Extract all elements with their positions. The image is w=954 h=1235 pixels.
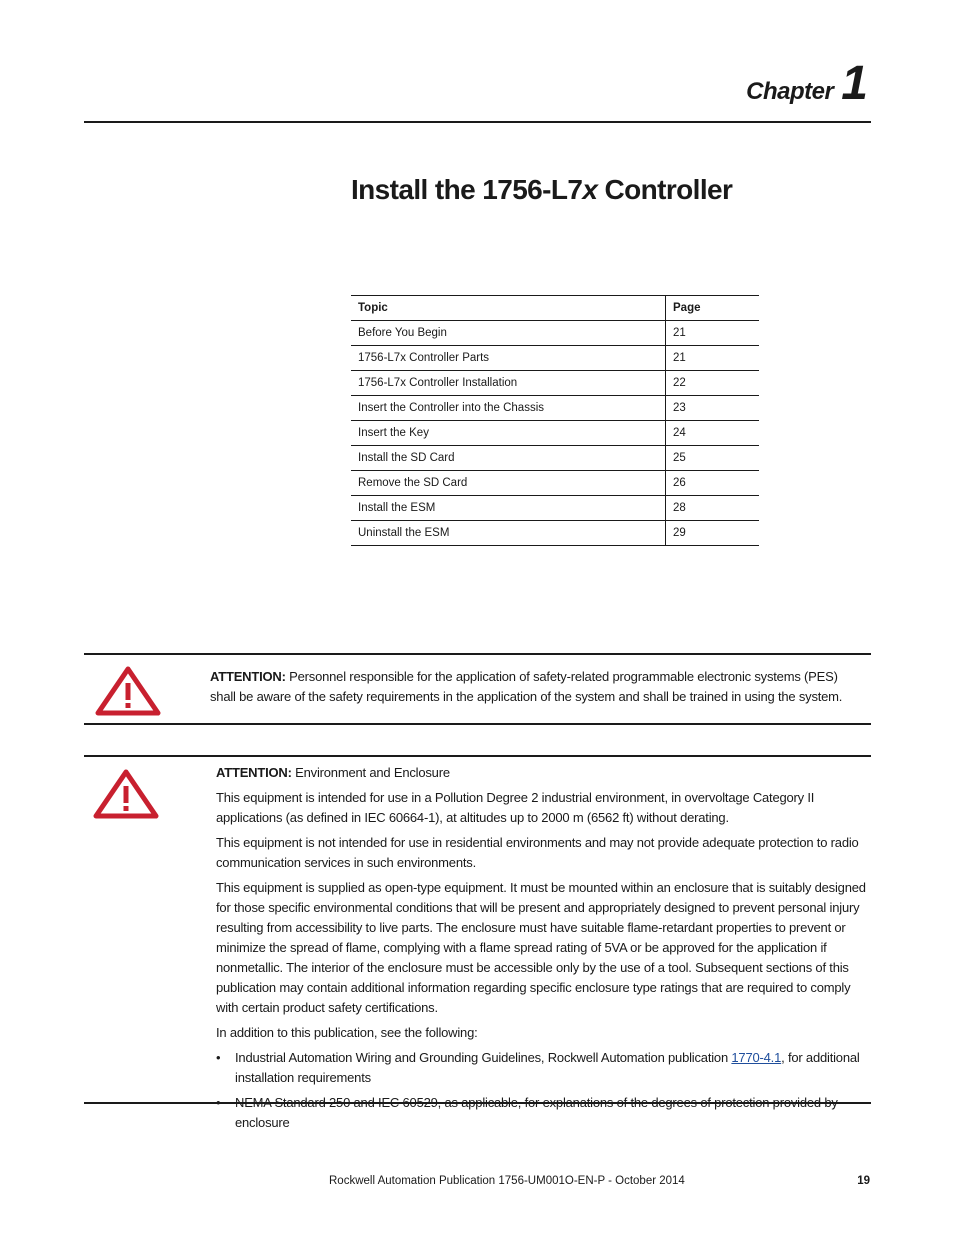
page-cell: 23 (666, 396, 760, 421)
publication-info: Rockwell Automation Publication 1756-UM001O-EN-P - October 2014 (329, 1175, 685, 1187)
table-row (351, 421, 759, 446)
chapter-divider (84, 121, 871, 123)
list-item-text: NEMA Standard 250 and IEC 60529, as applicable, for explanations of the degrees of protection provided by enclosure (235, 1095, 838, 1130)
attention-heading (216, 763, 871, 783)
paragraph: This equipment is supplied as open-type equipment. It must be mounted within an enclosure that is suitably designed for those specific environmental conditions that will be present and appropriately designed to prevent personal injury resulting from accessibility to live parts. The enclosure must have suitable flame-retardant properties to prevent or minimize the spread of flame, complying with a flame spread rating of 5VA or be approved for the application if nonmetallic. The interior of the enclosure must be accessible only by the use of a tool. Subsequent sections of this publication may contain additional information regarding specific enclosure type ratings that are required to comply with certain product safety certifications. (216, 880, 866, 1015)
list-item (216, 1093, 871, 1133)
topics-table-header (351, 296, 759, 321)
topic-cell: Insert the Controller into the Chassis (358, 402, 545, 414)
list-item (216, 1048, 871, 1088)
attention-text (210, 667, 860, 707)
topics-table (351, 295, 759, 546)
bullet: • (216, 1095, 221, 1110)
chapter-number: 1 (841, 57, 868, 110)
topic-cell: Before You Begin (358, 327, 447, 339)
attention-text (216, 763, 871, 1138)
page-cell: 25 (666, 446, 760, 471)
page-title-main: Install the 1756-L7 (351, 174, 583, 205)
topic-cell: 1756-L7x Controller Installation (358, 377, 518, 389)
table-row (351, 321, 759, 346)
page-cell: 21 (666, 321, 760, 346)
warning-triangle-icon (95, 666, 161, 716)
chapter-heading (746, 57, 868, 110)
table-row (351, 346, 759, 371)
table-row (351, 396, 759, 421)
table-row (351, 471, 759, 496)
list-item-text: Industrial Automation Wiring and Grounding Guidelines, Rockwell Automation publication (235, 1050, 732, 1065)
topic-cell: 1756-L7x Controller Parts (358, 352, 490, 364)
paragraph: This equipment is not intended for use in residential environments and may not provide adequate protection to radio communication services in such environments. (216, 835, 859, 870)
attention-body: Personnel responsible for the application of safety-related programmable electronic systems (PES) shall be aware of the safety requirements in the application of the system and shall be trained in using the system. (210, 669, 843, 704)
paragraph: This equipment is intended for use in a Pollution Degree 2 industrial environment, in overvoltage Category II applications (as defined in IEC 60664-1), at altitudes up to 2000 m (6562 ft) without derating. (216, 790, 815, 825)
page-cell: 24 (666, 421, 760, 446)
page-cell: 22 (666, 371, 760, 396)
attention-box-environment (84, 755, 871, 1130)
topic-cell: Install the SD Card (358, 452, 455, 464)
table-row (351, 371, 759, 396)
paragraph: In addition to this publication, see the following: (216, 1025, 478, 1040)
attention-heading-text: Environment and Enclosure (291, 765, 450, 780)
publication-link[interactable]: 1770-4.1 (731, 1050, 782, 1065)
table-row (351, 496, 759, 521)
reference-list (216, 1048, 871, 1133)
page-number: 19 (857, 1175, 870, 1187)
table-row (351, 521, 759, 546)
chapter-label: Chapter (746, 78, 834, 105)
page-column-header: Page (666, 296, 760, 321)
attention-label: ATTENTION: (216, 765, 292, 780)
topic-cell: Insert the Key (358, 427, 429, 439)
bullet: • (216, 1050, 221, 1065)
page-cell: 29 (666, 521, 760, 546)
page-title-variable: x (582, 174, 598, 205)
warning-triangle-icon (93, 769, 159, 819)
page-title-end: Controller (597, 174, 733, 205)
page-cell: 28 (666, 496, 760, 521)
page-cell: 21 (666, 346, 760, 371)
topic-cell: Install the ESM (358, 502, 436, 514)
table-row (351, 446, 759, 471)
topic-column-header: Topic (358, 302, 388, 314)
attention-box-pes (84, 653, 871, 725)
topic-cell: Remove the SD Card (358, 477, 468, 489)
list-item-text-end: , for additional installation requirements (235, 1050, 860, 1085)
attention-label: ATTENTION: (210, 669, 286, 684)
topic-cell: Uninstall the ESM (358, 527, 450, 539)
page-title (351, 174, 732, 206)
page-cell: 26 (666, 471, 760, 496)
